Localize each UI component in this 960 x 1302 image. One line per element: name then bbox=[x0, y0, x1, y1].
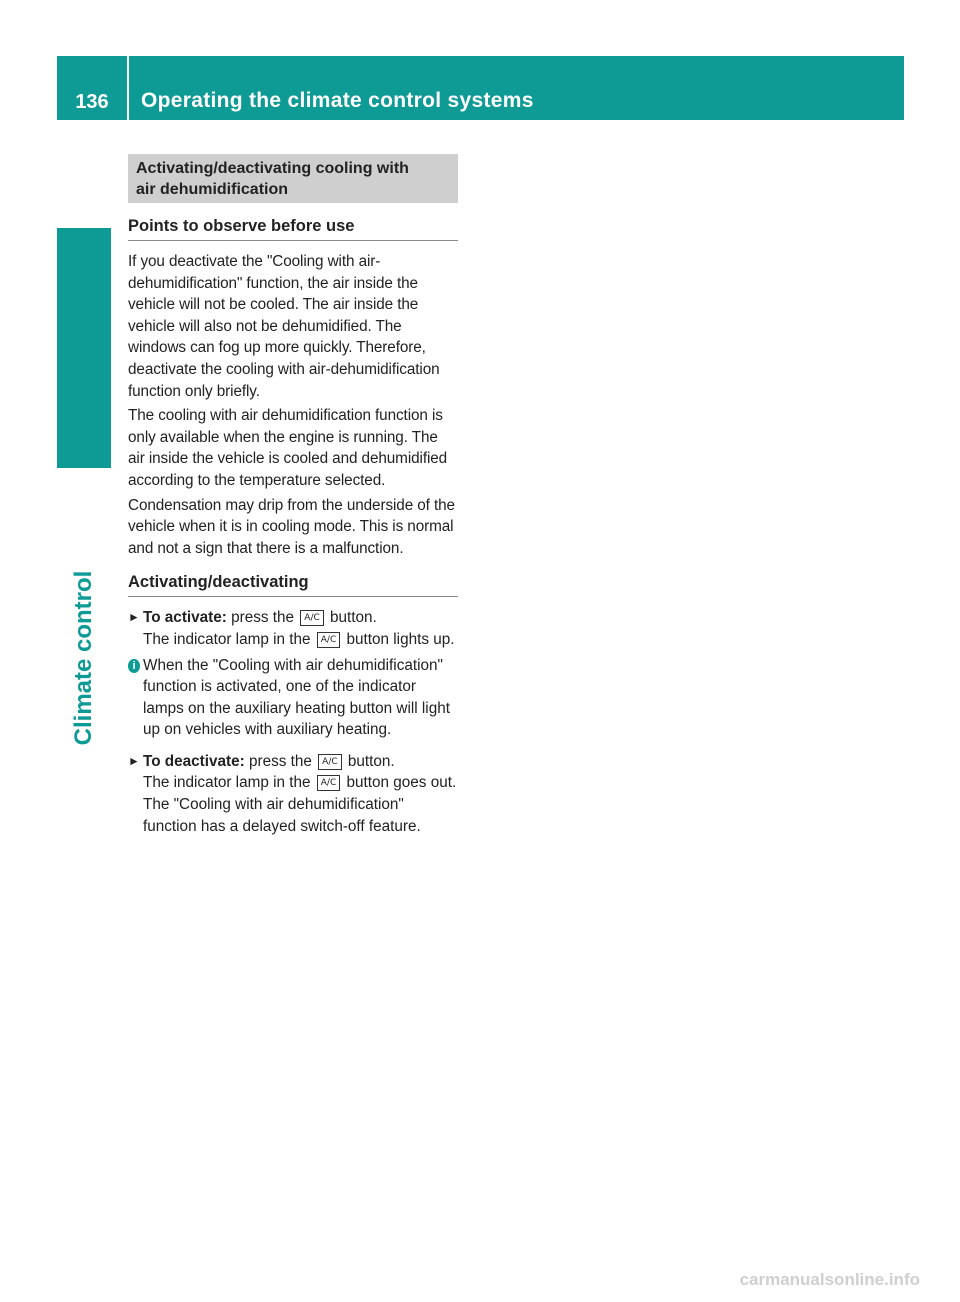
ac-button-icon: A/C bbox=[317, 632, 340, 648]
info-icon: i bbox=[128, 659, 140, 673]
page-title: Operating the climate control systems bbox=[141, 89, 534, 112]
step-deactivate-text-b: button. bbox=[347, 752, 395, 770]
step-activate-text-b: button. bbox=[330, 609, 377, 627]
step-activate-text-a: press the bbox=[231, 609, 295, 627]
subhead-activating-deactivating: Activating/deactivating bbox=[128, 572, 458, 597]
ac-button-icon: A/C bbox=[318, 754, 341, 770]
info-note-text: When the "Cooling with air dehumidification" function is activated, one of the indicator lamps on the auxiliary heating button will light up on vehicles with auxiliary heating. bbox=[143, 656, 450, 739]
page-number: 136 bbox=[75, 91, 109, 113]
main-content bbox=[128, 154, 458, 837]
step-activate-label: To activate: bbox=[143, 609, 227, 627]
side-tab-block bbox=[57, 228, 111, 468]
subhead-points-to-observe: Points to observe before use bbox=[128, 216, 458, 241]
ac-button-icon: A/C bbox=[300, 610, 323, 626]
side-tab-label: Climate control bbox=[70, 570, 97, 746]
step-deactivate bbox=[128, 751, 458, 837]
step-deactivate-result-b: button goes out. The "Cooling with air dehumidification" function has a delayed switch-off feature. bbox=[143, 774, 457, 835]
step-activate-result-b: button lights up. bbox=[346, 630, 455, 648]
section-title-line1: Activating/deactivating cooling with bbox=[136, 160, 409, 177]
info-note bbox=[128, 655, 458, 741]
step-deactivate-label: To deactivate: bbox=[143, 752, 245, 770]
header-divider bbox=[127, 56, 129, 120]
step-activate-result-a: The indicator lamp in the bbox=[143, 630, 311, 648]
step-arrow-icon: ► bbox=[128, 753, 140, 768]
section-title bbox=[128, 154, 458, 203]
paragraph-engine-running: The cooling with air dehumidification function is only available when the engine is running. The air inside the vehicle is cooled and dehumidified according to the temperature selected. bbox=[128, 407, 448, 489]
step-activate bbox=[128, 607, 458, 650]
step-deactivate-text-a: press the bbox=[248, 752, 312, 770]
paragraph-deactivate-warning: If you deactivate the "Cooling with air-dehumidification" function, the air inside the vehicle will not be cooled. The air inside the vehicle will also not be dehumidified. The windows can fog up more quickly. Therefore, deactivate the cooling with air-dehumidification function only briefly. bbox=[128, 253, 440, 400]
ac-button-icon: A/C bbox=[317, 775, 340, 791]
paragraph-condensation: Condensation may drip from the underside of the vehicle when it is in cooling mode. This is normal and not a sign that there is a malfunction. bbox=[128, 496, 455, 557]
step-arrow-icon: ► bbox=[128, 610, 140, 625]
section-title-line2: air dehumidification bbox=[136, 181, 289, 198]
step-deactivate-result-a: The indicator lamp in the bbox=[143, 774, 311, 792]
watermark-logo: carmanualsonline.info bbox=[739, 1270, 920, 1289]
